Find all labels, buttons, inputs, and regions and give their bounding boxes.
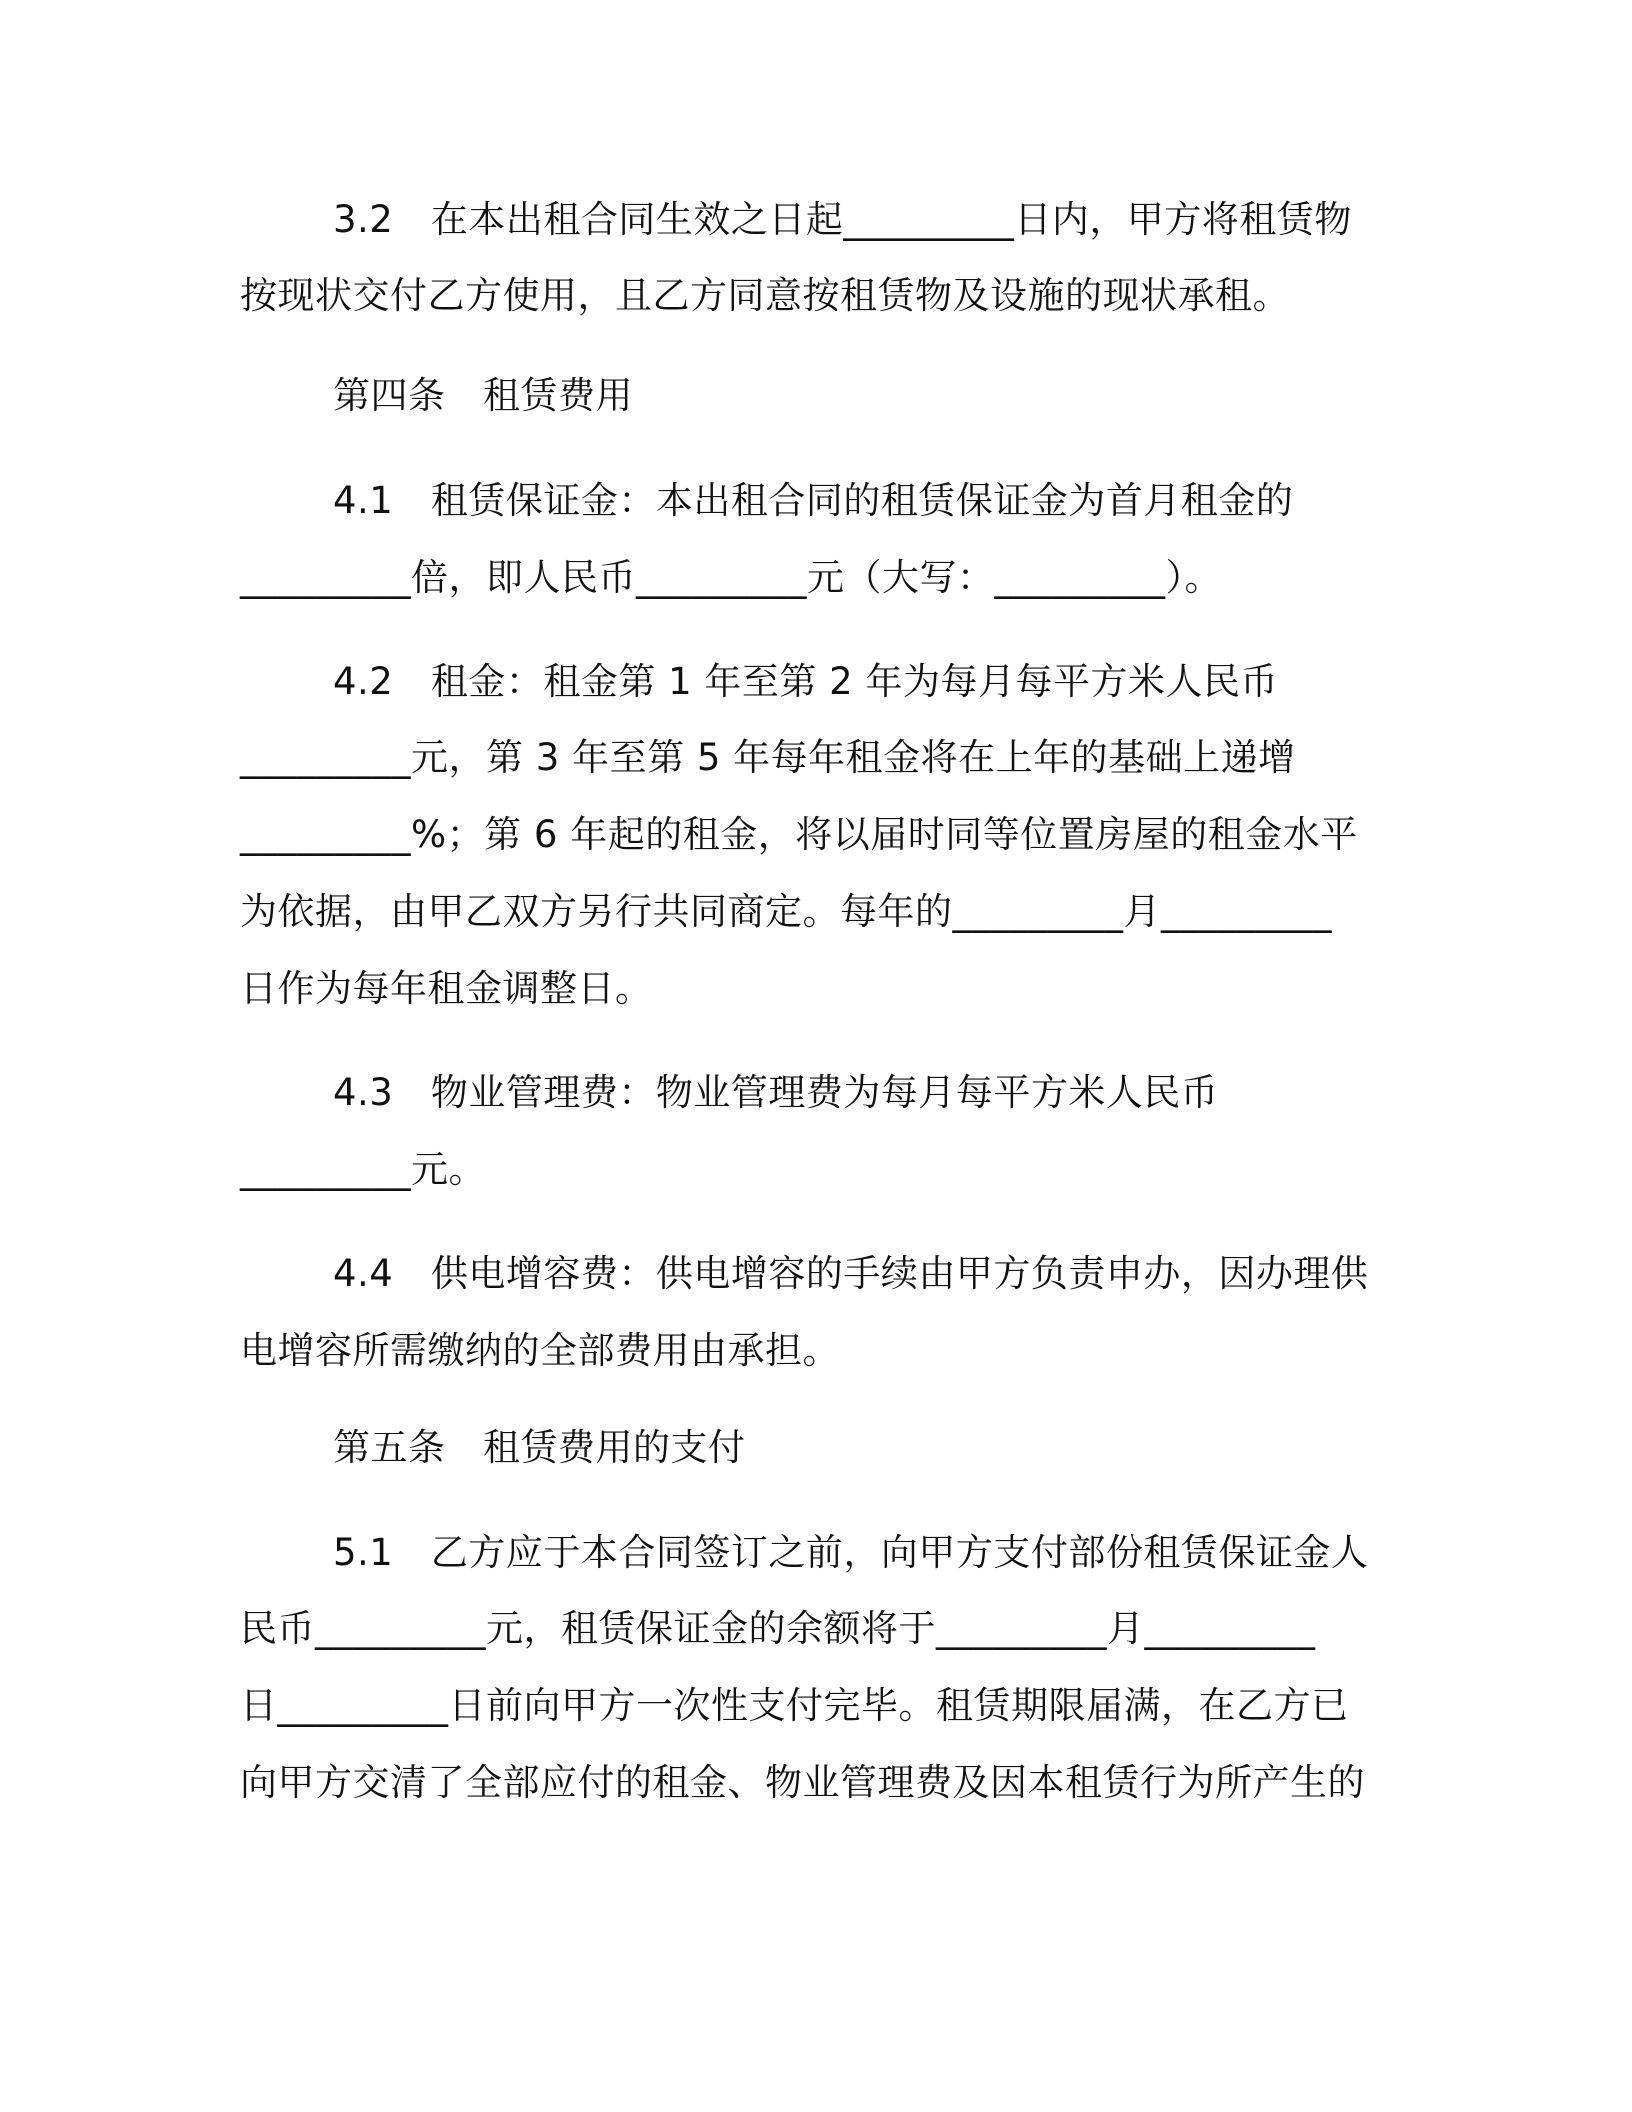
clause-4-2-line-1: 4.2 租金：租金第 1 年至第 2 年为每月每平方米人民币 bbox=[333, 660, 1278, 703]
clause-4-3-line-1: 4.3 物业管理费：物业管理费为每月每平方米人民币 bbox=[333, 1071, 1219, 1114]
clause-5-1-line-2: 民币_________元，租赁保证金的余额将于_________月_________ bbox=[240, 1607, 1316, 1650]
clause-4-1-line-2: _________倍，即人民币_________元（大写：_________）。 bbox=[240, 556, 1222, 599]
article-5-heading: 第五条 租赁费用的支付 bbox=[333, 1426, 746, 1469]
clause-4-1-line-1: 4.1 租赁保证金：本出租合同的租赁保证金为首月租金的 bbox=[333, 479, 1294, 522]
clause-4-2-line-2: _________元，第 3 年至第 5 年每年租金将在上年的基础上递增 bbox=[240, 736, 1296, 779]
clause-4-2-line-5: 日作为每年租金调整日。 bbox=[240, 967, 653, 1010]
clause-3-2-line-1: 3.2 在本出租合同生效之日起_________日内，甲方将租赁物 bbox=[333, 198, 1352, 241]
clause-5-1-line-4: 向甲方交清了全部应付的租金、物业管理费及因本租赁行为所产生的 bbox=[240, 1761, 1365, 1804]
clause-3-2-line-2: 按现状交付乙方使用，且乙方同意按租赁物及设施的现状承租。 bbox=[240, 274, 1290, 317]
clause-4-2-line-3: _________%；第 6 年起的租金，将以届时同等位置房屋的租金水平 bbox=[240, 813, 1358, 856]
clause-4-4-line-1: 4.4 供电增容费：供电增容的手续由甲方负责申办，因办理供 bbox=[333, 1252, 1369, 1295]
clause-4-4-line-2: 电增容所需缴纳的全部费用由承担。 bbox=[240, 1329, 840, 1372]
clause-4-2-line-4: 为依据，由甲乙双方另行共同商定。每年的_________月_________ bbox=[240, 890, 1332, 933]
clause-4-3-line-2: _________元。 bbox=[240, 1148, 486, 1191]
article-4-heading: 第四条 租赁费用 bbox=[333, 374, 633, 417]
clause-5-1-line-3: 日_________日前向甲方一次性支付完毕。租赁期限届满，在乙方已 bbox=[240, 1684, 1349, 1727]
clause-5-1-line-1: 5.1 乙方应于本合同签订之前，向甲方支付部份租赁保证金人 bbox=[333, 1531, 1369, 1574]
